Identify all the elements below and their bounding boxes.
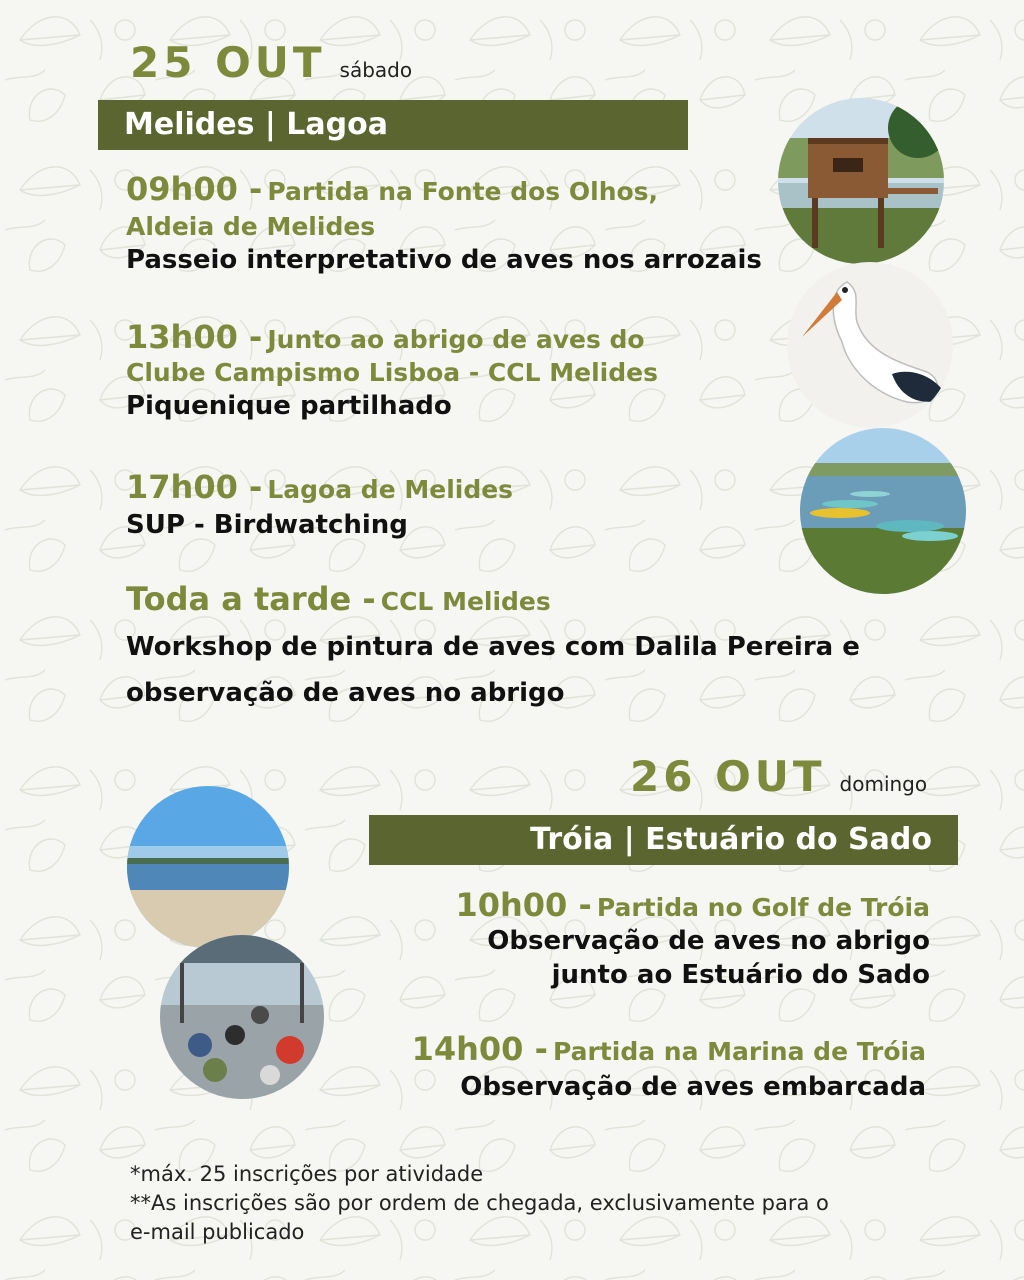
kayaks-lagoon-photo [800,428,966,594]
day2-location-bar [369,815,958,865]
event-activity: Observação de aves embarcada [460,1072,926,1102]
day2-date-text: 26 OUT [630,752,826,801]
event-time: Toda a tarde - [126,580,376,618]
bird-hide-photo [778,98,944,264]
event-time: 13h00 - [126,318,263,356]
footnotes [130,1160,829,1247]
event-place: CCL Melides [380,587,551,616]
event-activity-line2: junto ao Estuário do Sado [551,960,930,990]
day1-event-2 [126,318,658,421]
note-registration-order: **As inscrições são por ordem de chegada, exclusivamente para o [130,1191,829,1215]
beach-estuary-photo [127,786,289,948]
day2-event-1 [330,886,930,990]
note-registration-email: e-mail publicado [130,1220,305,1244]
note-max-registrations: *máx. 25 inscrições por atividade [130,1162,484,1186]
day1-weekday: sábado [339,58,413,82]
event-place: Lagoa de Melides [267,475,514,504]
event-activity-line2: observação de aves no abrigo [126,678,565,708]
event-place-line2: Clube Campismo Lisboa - CCL Melides [126,358,658,387]
day1-date [130,38,412,87]
event-place: Junto ao abrigo de aves do [267,325,645,354]
day1-location: Melides | Lagoa [124,107,388,142]
event-activity-line1: Observação de aves no abrigo [487,926,930,956]
day2-location: Tróia | Estuário do Sado [530,822,932,857]
event-activity: Passeio interpretativo de aves nos arrozais [126,245,762,275]
event-activity: SUP - Birdwatching [126,510,408,540]
day2-weekday: domingo [839,772,928,796]
event-time: 17h00 - [126,468,263,506]
event-place-line2: Aldeia de Melides [126,212,376,241]
event-time: 10h00 - [455,886,592,924]
day2-event-2 [326,1030,926,1102]
event-time: 09h00 - [126,170,263,208]
event-activity: Piquenique partilhado [126,391,452,421]
event-place: Partida na Marina de Tróia [552,1037,926,1066]
event-place: Partida no Golf de Tróia [596,893,930,922]
day1-event-1 [126,170,762,275]
day1-event-3 [126,468,513,540]
event-place: Partida na Fonte dos Olhos, [267,177,659,206]
day1-date-text: 25 OUT [130,38,326,87]
day1-event-4 [126,580,860,708]
day2-date [630,752,927,801]
event-time: 14h00 - [411,1030,548,1068]
stork-painting [787,262,953,428]
boat-group-photo [160,935,324,1099]
day1-location-bar [98,100,688,150]
event-activity-line1: Workshop de pintura de aves com Dalila Pereira e [126,632,860,662]
